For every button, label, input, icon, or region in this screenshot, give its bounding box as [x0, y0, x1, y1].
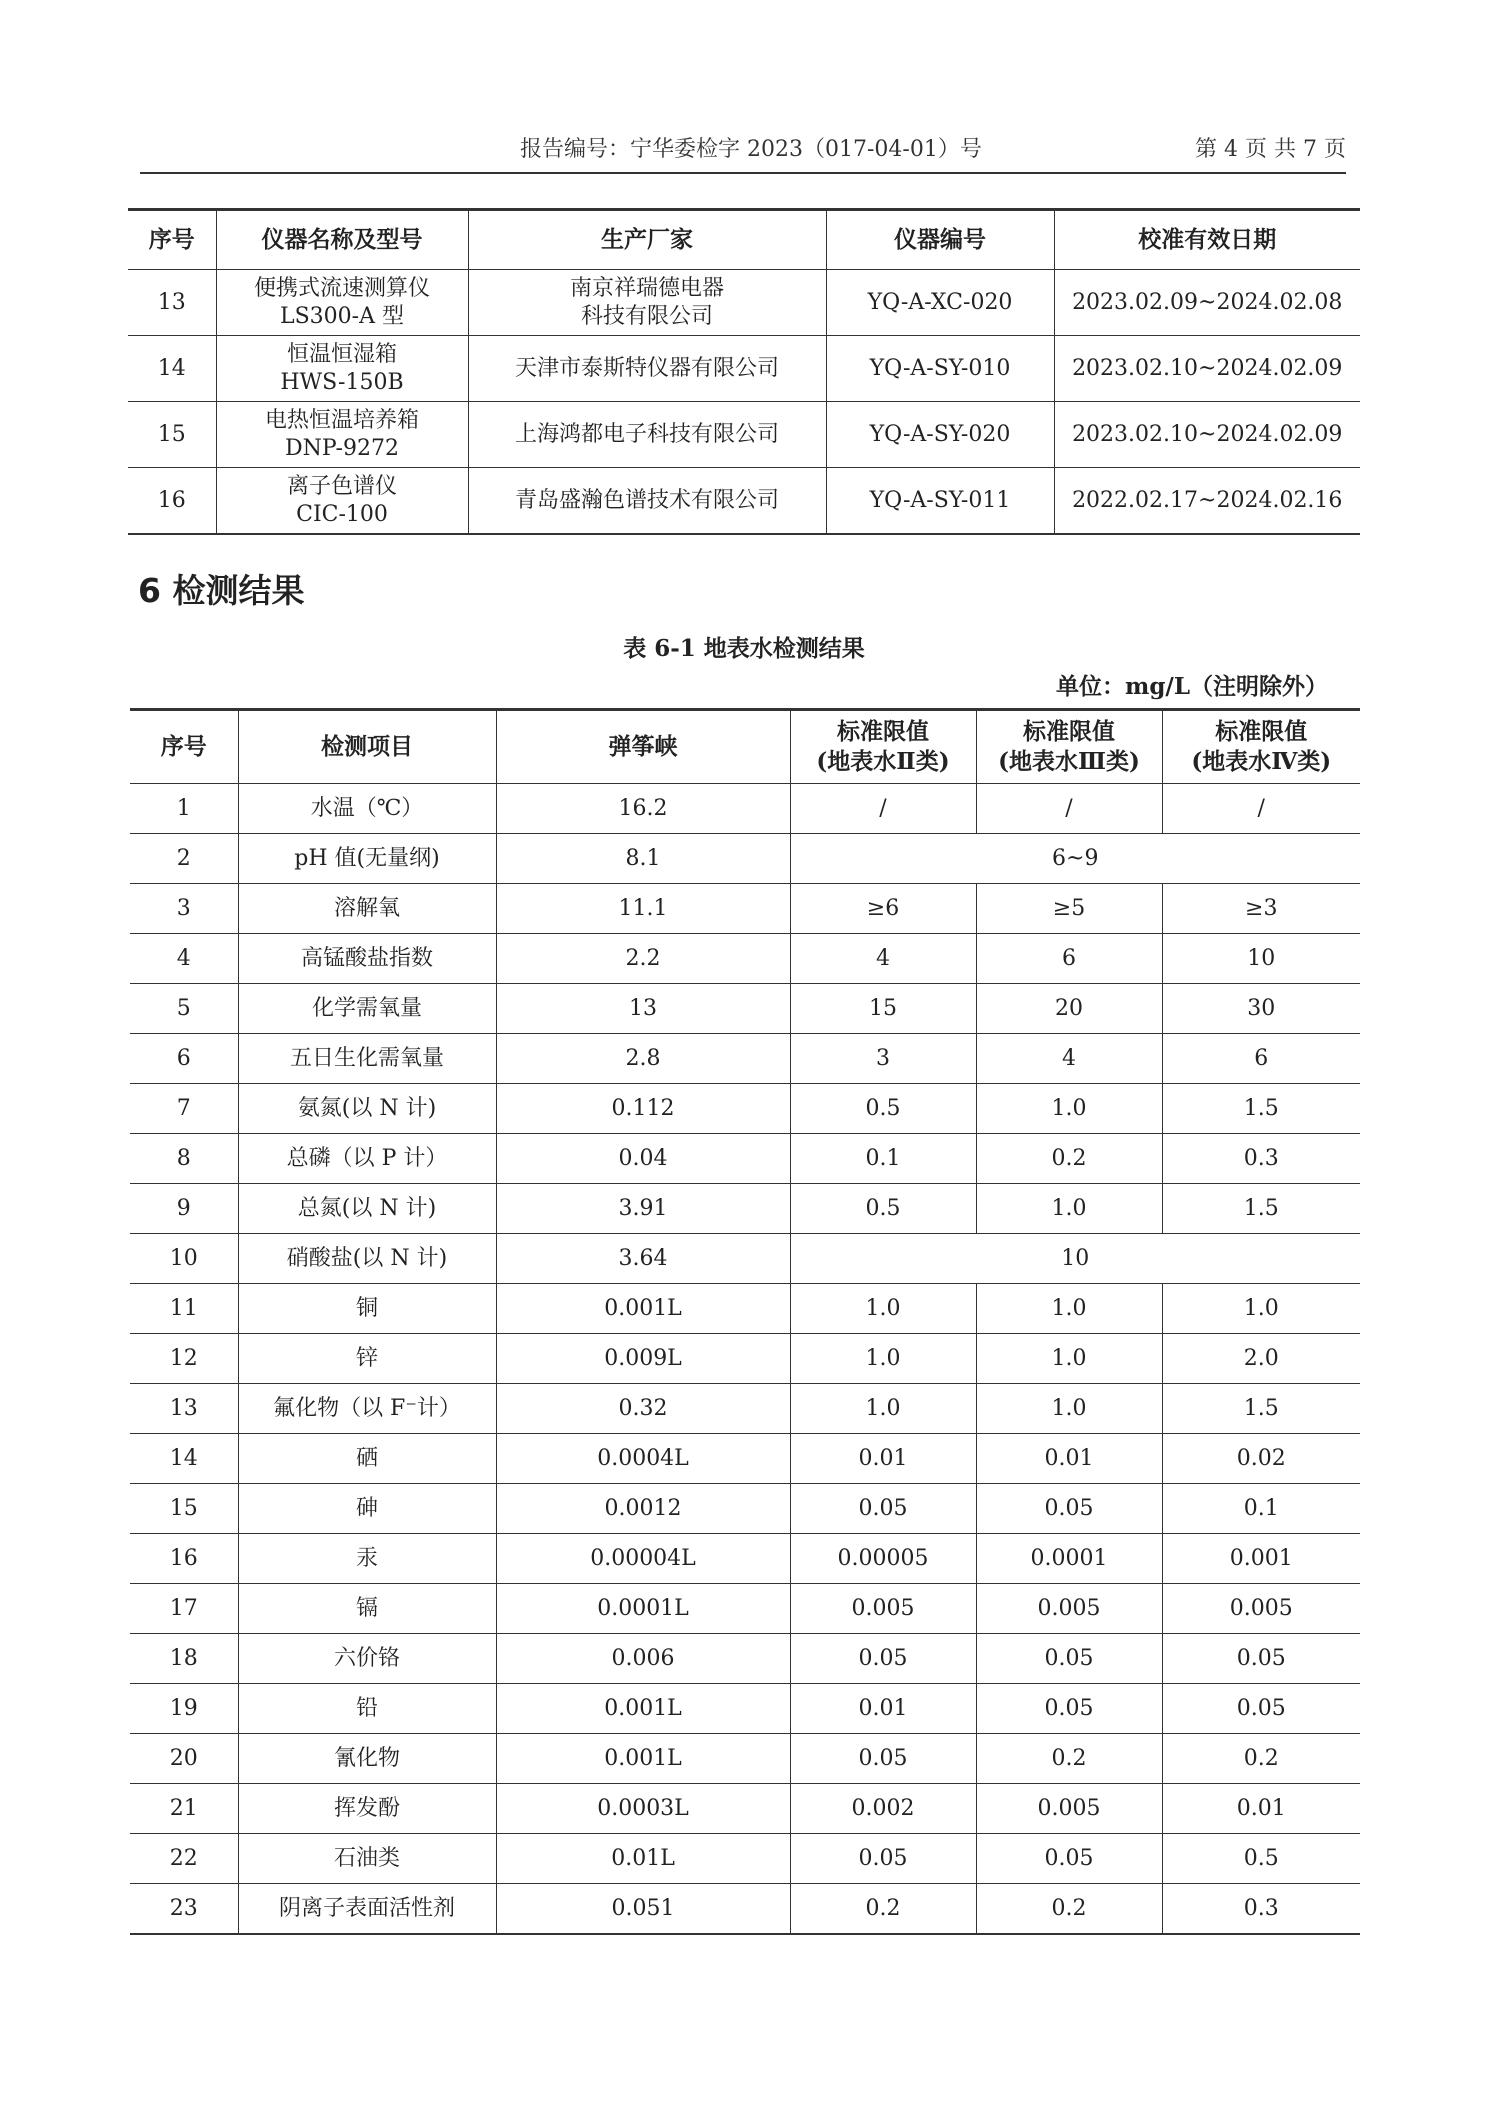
table-row: [130, 934, 1360, 984]
cell-no: 12: [130, 1334, 238, 1384]
cell-measured-value: 0.0001L: [496, 1584, 790, 1634]
cell-measured-value: 13: [496, 984, 790, 1034]
cell-item: 石油类: [238, 1834, 496, 1884]
instrument-header-row: [128, 210, 1360, 270]
cell-standard-class-4: 1.5: [1162, 1384, 1360, 1434]
cell-name-model: [216, 270, 468, 336]
cell-item: 高锰酸盐指数: [238, 934, 496, 984]
table-row: [130, 1834, 1360, 1884]
table-row: [130, 1484, 1360, 1534]
cell-measured-value: 2.8: [496, 1034, 790, 1084]
cell-measured-value: 0.00004L: [496, 1534, 790, 1584]
cell-item: 溶解氧: [238, 884, 496, 934]
cell-standard-class-2: 0.002: [790, 1784, 976, 1834]
cell-standard-class-2: 0.5: [790, 1184, 976, 1234]
cell-no: 15: [128, 402, 216, 468]
cell-standard-class-3: 4: [976, 1034, 1162, 1084]
section-title: 6 检测结果: [138, 571, 305, 610]
cell-standard-class-4: 30: [1162, 984, 1360, 1034]
cell-item: 硝酸盐(以 N 计): [238, 1234, 496, 1284]
cell-standard-class-2: 0.1: [790, 1134, 976, 1184]
cell-standard-class-3: 0.005: [976, 1584, 1162, 1634]
cell-standard-class-4: 0.05: [1162, 1684, 1360, 1734]
cell-item: 锌: [238, 1334, 496, 1384]
instrument-name: 离子色谱仪: [286, 474, 397, 499]
cell-no: 19: [130, 1684, 238, 1734]
cell-measured-value: 0.32: [496, 1384, 790, 1434]
cell-standard-class-3: 0.05: [976, 1634, 1162, 1684]
cell-item: 氰化物: [238, 1734, 496, 1784]
table-row: [128, 270, 1360, 336]
cell-measured-value: 0.04: [496, 1134, 790, 1184]
col-header-no: 序号: [128, 210, 216, 270]
cell-no: 5: [130, 984, 238, 1034]
report-number: 报告编号：宁华委检字 2023（017-04-01）号: [520, 137, 982, 162]
cell-item: pH 值(无量纲): [238, 834, 496, 884]
table-row: [130, 834, 1360, 884]
col-header-manufacturer: 生产厂家: [468, 210, 826, 270]
cell-standard-class-4: 0.02: [1162, 1434, 1360, 1484]
cell-measured-value: 8.1: [496, 834, 790, 884]
cell-instrument-code: YQ-A-SY-011: [826, 468, 1054, 535]
cell-standard-class-3: 20: [976, 984, 1162, 1034]
cell-standard-class-4: 0.3: [1162, 1134, 1360, 1184]
cell-item: 水温（℃）: [238, 784, 496, 834]
instrument-name: 便携式流速测算仪: [253, 276, 430, 301]
cell-measured-value: 11.1: [496, 884, 790, 934]
cell-no: 2: [130, 834, 238, 884]
cell-measured-value: 2.2: [496, 934, 790, 984]
cell-no: 14: [130, 1434, 238, 1484]
cell-standard-class-2: /: [790, 784, 976, 834]
standard-class-2-sub: (地表水Ⅱ类): [816, 748, 950, 775]
cell-item: 铅: [238, 1684, 496, 1734]
cell-item: 阴离子表面活性剂: [238, 1884, 496, 1935]
cell-name-model: [216, 402, 468, 468]
cell-item: 总磷（以 P 计）: [238, 1134, 496, 1184]
cell-standard-class-4: 0.05: [1162, 1634, 1360, 1684]
cell-item: 五日生化需氧量: [238, 1034, 496, 1084]
table-row: [130, 1334, 1360, 1384]
cell-standard-class-3: 0.0001: [976, 1534, 1162, 1584]
cell-no: 7: [130, 1084, 238, 1134]
col-header-standard-class-4: [1162, 710, 1360, 784]
cell-standard-class-3: 0.01: [976, 1434, 1162, 1484]
cell-manufacturer: [468, 336, 826, 402]
cell-no: 3: [130, 884, 238, 934]
cell-item: 化学需氧量: [238, 984, 496, 1034]
cell-no: 17: [130, 1584, 238, 1634]
cell-standard-class-4: 1.5: [1162, 1084, 1360, 1134]
col-header-site: 弹筝峡: [496, 710, 790, 784]
table-row: [130, 1134, 1360, 1184]
cell-measured-value: 0.112: [496, 1084, 790, 1134]
cell-standard-class-3: 1.0: [976, 1384, 1162, 1434]
cell-standard-class-3: 0.05: [976, 1834, 1162, 1884]
standard-class-4-label: 标准限值: [1215, 718, 1308, 746]
cell-standard-class-2: 0.01: [790, 1684, 976, 1734]
cell-calibration-date: 2023.02.10~2024.02.09: [1054, 402, 1360, 468]
cell-standard-class-4: 0.3: [1162, 1884, 1360, 1935]
standard-class-3-label: 标准限值: [1023, 718, 1115, 746]
instrument-model: LS300-A 型: [280, 303, 404, 329]
cell-measured-value: 0.001L: [496, 1284, 790, 1334]
instrument-model: CIC-100: [296, 501, 388, 527]
unit-note: 单位：mg/L（注明除外）: [1056, 673, 1328, 700]
cell-measured-value: 16.2: [496, 784, 790, 834]
cell-no: 22: [130, 1834, 238, 1884]
cell-standard-class-3: 0.05: [976, 1684, 1162, 1734]
cell-name-model: [216, 468, 468, 535]
cell-no: 9: [130, 1184, 238, 1234]
page-header: [140, 132, 1346, 174]
col-header-instrument-code: 仪器编号: [826, 210, 1054, 270]
cell-standard-class-3: 0.05: [976, 1484, 1162, 1534]
cell-measured-value: 0.01L: [496, 1834, 790, 1884]
table-row: [130, 1084, 1360, 1134]
cell-standard-class-4: 0.001: [1162, 1534, 1360, 1584]
cell-standard-class-3: /: [976, 784, 1162, 834]
col-header-standard-class-2: [790, 710, 976, 784]
manufacturer-line-1: 上海鸿都电子科技有限公司: [514, 421, 779, 447]
cell-measured-value: 0.001L: [496, 1734, 790, 1784]
cell-standard-class-2: 0.5: [790, 1084, 976, 1134]
col-header-no: 序号: [130, 710, 238, 784]
table-row: [130, 1384, 1360, 1434]
cell-standard-class-4: 10: [1162, 934, 1360, 984]
standard-class-3-sub: (地表水Ⅲ类): [998, 748, 1140, 775]
table-row: [128, 468, 1360, 535]
cell-standard-class-3: 0.2: [976, 1734, 1162, 1784]
cell-item: 氨氮(以 N 计): [238, 1084, 496, 1134]
instrument-name: 电热恒温培养箱: [264, 408, 419, 433]
table-row: [128, 402, 1360, 468]
cell-standard-class-2: 0.05: [790, 1634, 976, 1684]
cell-calibration-date: 2022.02.17~2024.02.16: [1054, 468, 1360, 535]
cell-standard-class-2: 3: [790, 1034, 976, 1084]
instrument-model: DNP-9272: [285, 435, 399, 461]
cell-no: 11: [130, 1284, 238, 1334]
cell-item: 总氮(以 N 计): [238, 1184, 496, 1234]
instrument-body: [128, 270, 1360, 535]
table-row: [130, 1784, 1360, 1834]
cell-standard-class-2: 0.01: [790, 1434, 976, 1484]
cell-no: 23: [130, 1884, 238, 1935]
col-header-name-model: 仪器名称及型号: [216, 210, 468, 270]
cell-standard-class-4: 0.5: [1162, 1834, 1360, 1884]
instrument-table: [128, 208, 1360, 535]
cell-no: 21: [130, 1784, 238, 1834]
col-header-item: 检测项目: [238, 710, 496, 784]
cell-standard-class-2: 0.05: [790, 1834, 976, 1884]
table-row: [130, 1534, 1360, 1584]
cell-instrument-code: YQ-A-SY-020: [826, 402, 1054, 468]
manufacturer-line-2: 科技有限公司: [580, 303, 713, 329]
cell-standard-class-2: 15: [790, 984, 976, 1034]
cell-measured-value: 0.006: [496, 1634, 790, 1684]
table-row: [130, 1684, 1360, 1734]
cell-no: 16: [130, 1534, 238, 1584]
cell-standard-class-4: 2.0: [1162, 1334, 1360, 1384]
cell-standard-class-4: 1.5: [1162, 1184, 1360, 1234]
table-row: [130, 884, 1360, 934]
cell-standard-class-3: 0.2: [976, 1884, 1162, 1935]
cell-standard-class-4: 0.1: [1162, 1484, 1360, 1534]
manufacturer-line-1: 青岛盛瀚色谱技术有限公司: [514, 487, 779, 513]
cell-standard-class-3: 6: [976, 934, 1162, 984]
cell-standard-class-4: 1.0: [1162, 1284, 1360, 1334]
cell-no: 14: [128, 336, 216, 402]
cell-standard-merged: 6~9: [790, 834, 1360, 884]
cell-no: 4: [130, 934, 238, 984]
cell-standard-class-2: 1.0: [790, 1384, 976, 1434]
cell-standard-class-4: ≥3: [1162, 884, 1360, 934]
cell-item: 砷: [238, 1484, 496, 1534]
cell-item: 硒: [238, 1434, 496, 1484]
table-row: [130, 784, 1360, 834]
cell-measured-value: 0.009L: [496, 1334, 790, 1384]
cell-standard-class-3: 1.0: [976, 1084, 1162, 1134]
table-row: [130, 1284, 1360, 1334]
cell-standard-class-4: /: [1162, 784, 1360, 834]
table-row: [130, 1184, 1360, 1234]
cell-measured-value: 0.0003L: [496, 1784, 790, 1834]
cell-standard-class-3: 0.005: [976, 1784, 1162, 1834]
cell-measured-value: 3.64: [496, 1234, 790, 1284]
manufacturer-line-1: 天津市泰斯特仪器有限公司: [514, 355, 779, 381]
manufacturer-line-1: 南京祥瑞德电器: [569, 276, 724, 301]
table-row: [130, 1034, 1360, 1084]
cell-standard-class-2: 1.0: [790, 1284, 976, 1334]
cell-no: 13: [128, 270, 216, 336]
cell-no: 6: [130, 1034, 238, 1084]
cell-standard-class-2: 0.005: [790, 1584, 976, 1634]
cell-standard-class-2: 0.2: [790, 1884, 976, 1935]
cell-no: 13: [130, 1384, 238, 1434]
cell-standard-class-2: 1.0: [790, 1334, 976, 1384]
cell-no: 15: [130, 1484, 238, 1534]
cell-standard-merged: 10: [790, 1234, 1360, 1284]
cell-standard-class-4: 0.005: [1162, 1584, 1360, 1634]
cell-instrument-code: YQ-A-XC-020: [826, 270, 1054, 336]
cell-standard-class-3: 1.0: [976, 1184, 1162, 1234]
cell-no: 20: [130, 1734, 238, 1784]
results-body: [130, 784, 1360, 1935]
standard-class-4-sub: (地表水Ⅳ类): [1191, 748, 1332, 775]
cell-measured-value: 0.0004L: [496, 1434, 790, 1484]
cell-no: 10: [130, 1234, 238, 1284]
cell-standard-class-3: 1.0: [976, 1334, 1162, 1384]
table-row: [130, 1884, 1360, 1935]
col-header-standard-class-3: [976, 710, 1162, 784]
table-row: [130, 984, 1360, 1034]
table-row: [128, 336, 1360, 402]
cell-instrument-code: YQ-A-SY-010: [826, 336, 1054, 402]
cell-standard-class-3: ≥5: [976, 884, 1162, 934]
page-number: 第 4 页 共 7 页: [1195, 137, 1346, 162]
col-header-calibration-date: 校准有效日期: [1054, 210, 1360, 270]
cell-no: 1: [130, 784, 238, 834]
cell-standard-class-3: 0.2: [976, 1134, 1162, 1184]
cell-calibration-date: 2023.02.10~2024.02.09: [1054, 336, 1360, 402]
cell-manufacturer: [468, 468, 826, 535]
cell-manufacturer: [468, 402, 826, 468]
cell-item: 挥发酚: [238, 1784, 496, 1834]
table-row: [130, 1584, 1360, 1634]
cell-name-model: [216, 336, 468, 402]
cell-measured-value: 0.001L: [496, 1684, 790, 1734]
cell-item: 六价铬: [238, 1634, 496, 1684]
cell-measured-value: 3.91: [496, 1184, 790, 1234]
instrument-model: HWS-150B: [280, 369, 404, 395]
cell-no: 18: [130, 1634, 238, 1684]
cell-item: 汞: [238, 1534, 496, 1584]
cell-measured-value: 0.051: [496, 1884, 790, 1935]
cell-standard-class-4: 0.2: [1162, 1734, 1360, 1784]
table-row: [130, 1434, 1360, 1484]
results-table: [130, 708, 1360, 1935]
cell-no: 8: [130, 1134, 238, 1184]
table-caption: 表 6-1 地表水检测结果: [623, 635, 865, 662]
cell-standard-class-3: 1.0: [976, 1284, 1162, 1334]
instrument-name: 恒温恒湿箱: [286, 342, 397, 367]
cell-standard-class-2: 0.05: [790, 1734, 976, 1784]
cell-standard-class-2: ≥6: [790, 884, 976, 934]
table-row: [130, 1634, 1360, 1684]
cell-manufacturer: [468, 270, 826, 336]
table-row: [130, 1734, 1360, 1784]
cell-standard-class-2: 4: [790, 934, 976, 984]
cell-standard-class-4: 6: [1162, 1034, 1360, 1084]
standard-class-2-label: 标准限值: [837, 718, 929, 746]
cell-item: 氟化物（以 F⁻计）: [238, 1384, 496, 1434]
table-row: [130, 1234, 1360, 1284]
cell-standard-class-2: 0.00005: [790, 1534, 976, 1584]
cell-calibration-date: 2023.02.09~2024.02.08: [1054, 270, 1360, 336]
cell-item: 镉: [238, 1584, 496, 1634]
cell-standard-class-2: 0.05: [790, 1484, 976, 1534]
cell-item: 铜: [238, 1284, 496, 1334]
cell-measured-value: 0.0012: [496, 1484, 790, 1534]
cell-standard-class-4: 0.01: [1162, 1784, 1360, 1834]
cell-no: 16: [128, 468, 216, 535]
results-header-row: [130, 710, 1360, 784]
